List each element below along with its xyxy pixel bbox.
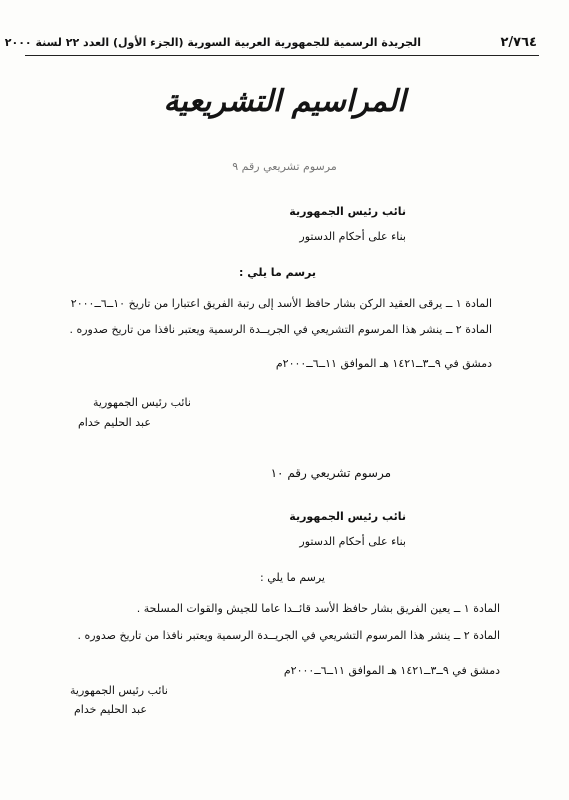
decree-1-signature-title: نائب رئيس الجمهورية: [93, 396, 191, 409]
decree-2-signature-name: عبد الحليم خدام: [74, 703, 147, 716]
gazette-header-title: الجريدة الرسمية للجمهورية العربية السورية (الجزء الأول) العدد ٢٢ لسنة ٢٠٠٠: [4, 36, 421, 49]
decree-1-signature-name: عبد الحليم خدام: [78, 416, 151, 429]
decree-2-basis: بناء على أحكام الدستور: [299, 535, 406, 548]
section-title: المراسيم التشريعية: [163, 84, 406, 119]
decree-2-date: دمشق في ٩ــ٣ــ١٤٢١ هـ الموافق ١١ــ٦ــ٢٠٠٠م: [283, 664, 500, 677]
decree-1-basis: بناء على أحكام الدستور: [299, 230, 406, 243]
page-number: ٢/٧٦٤: [500, 35, 537, 50]
decree-2-issuer: نائب رئيس الجمهورية: [289, 510, 406, 523]
header-divider: [25, 55, 539, 56]
decree-1-article-1: المادة ١ ــ يرقى العقيد الركن بشار حافظ الأسد إلى رتبة الفريق اعتبارا من تاريخ ١٠ــ٦ــ٢٠٠٠: [70, 297, 492, 310]
decree-1-date: دمشق في ٩ــ٣ــ١٤٢١ هـ الموافق ١١ــ٦ــ٢٠٠٠م: [275, 357, 492, 370]
decree-2-signature-title: نائب رئيس الجمهورية: [70, 684, 168, 697]
decree-2-article-2: المادة ٢ ــ ينشر هذا المرسوم التشريعي في الجريــدة الرسمية ويعتبر نافذا من تاريخ صدوره .: [77, 629, 500, 642]
decree-1-title: مرسوم تشريعي رقم ٩: [232, 160, 337, 173]
decree-1-decrees-heading: يرسم ما يلي :: [239, 266, 316, 279]
decree-2-title: مرسوم تشريعي رقم ١٠: [270, 466, 391, 480]
decree-1-issuer: نائب رئيس الجمهورية: [289, 205, 406, 218]
decree-2-article-1: المادة ١ ــ يعين الفريق بشار حافظ الأسد قائــدا عاما للجيش والقوات المسلحة .: [136, 602, 500, 615]
decree-1-article-2: المادة ٢ ــ ينشر هذا المرسوم التشريعي في الجريــدة الرسمية ويعتبر نافذا من تاريخ صدوره .: [69, 323, 492, 336]
decree-2-decrees-heading: يرسم ما يلي :: [260, 571, 325, 584]
